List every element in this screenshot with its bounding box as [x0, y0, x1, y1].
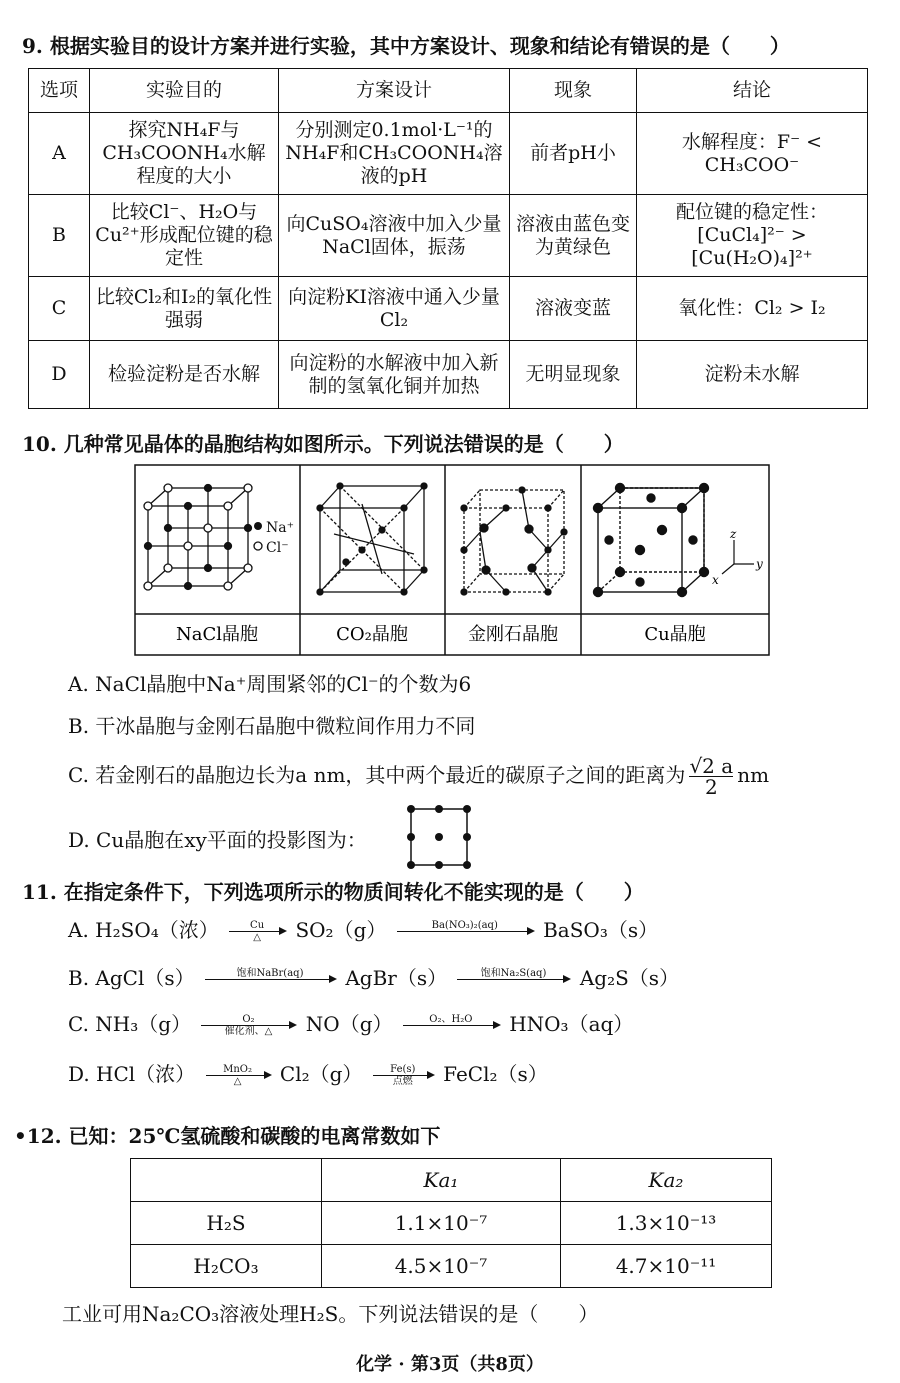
- arrow-condition: [457, 980, 569, 991]
- q12-stem: •12. 已知：25℃氢硫酸和碳酸的电离常数如下: [14, 1124, 441, 1148]
- fraction-denominator: 2: [704, 775, 718, 799]
- cl-legend-label: Cl⁻: [266, 540, 289, 556]
- nacl-cell-icon: [144, 484, 252, 590]
- table-row: [29, 195, 868, 277]
- header-blank: [131, 1159, 322, 1202]
- reactant: C. NH₃（g）: [68, 1012, 192, 1036]
- q12-table: [130, 1158, 772, 1288]
- arrow-icon: [397, 920, 533, 943]
- header-phenomenon: 现象: [510, 69, 637, 113]
- row-phenomenon: 溶液由蓝色变为黄绿色: [510, 195, 637, 277]
- table-row: [131, 1245, 772, 1288]
- projection-icon: [407, 805, 471, 869]
- header-conclusion: 结论: [637, 69, 868, 113]
- arrow-icon: [205, 968, 335, 991]
- acid-name: H₂S: [131, 1202, 322, 1245]
- row-phenomenon: 溶液变蓝: [510, 277, 637, 341]
- arrow-condition: [205, 980, 335, 991]
- row-conclusion: 水解程度：F⁻ < CH₃COO⁻: [637, 113, 868, 195]
- fig-label-diamond: 金刚石晶胞: [468, 624, 558, 645]
- ka1-value: 4.5×10⁻⁷: [322, 1245, 561, 1288]
- arrow-condition: △: [253, 932, 261, 943]
- fraction-numerator: √2 a: [689, 754, 734, 778]
- row-design: 向CuSO₄溶液中加入少量NaCl固体，振荡: [279, 195, 510, 277]
- acid-name: H₂CO₃: [131, 1245, 322, 1288]
- product: BaSO₃（s）: [543, 918, 659, 942]
- table-row: [29, 113, 868, 195]
- row-conclusion: 氧化性：Cl₂ > I₂: [637, 277, 868, 341]
- axis-y-label: y: [756, 557, 763, 571]
- q10-option-c: [68, 756, 769, 797]
- intermediate: NO（g）: [305, 1012, 393, 1036]
- arrow-icon: [403, 1014, 499, 1037]
- q9-stem: 9. 根据实验目的设计方案并进行实验，其中方案设计、现象和结论有错误的是（ ）: [22, 34, 790, 58]
- product: HNO₃（aq）: [509, 1012, 634, 1036]
- arrow-icon: [229, 920, 285, 943]
- arrow-condition: 催化剂、△: [224, 1026, 273, 1037]
- na-legend-icon: [254, 522, 262, 530]
- header-purpose: 实验目的: [90, 69, 279, 113]
- arrow-condition: 饱和NaBr(aq): [236, 968, 304, 979]
- ka2-value: 1.3×10⁻¹³: [561, 1202, 772, 1245]
- header-ka2: Ka₂: [561, 1159, 772, 1202]
- q10-option-a: A. NaCl晶胞中Na⁺周围紧邻的Cl⁻的个数为6: [68, 672, 472, 696]
- ka1-value: 1.1×10⁻⁷: [322, 1202, 561, 1245]
- row-conclusion: 淀粉未水解: [637, 341, 868, 409]
- arrow-icon: [373, 1064, 433, 1087]
- arrow-condition: △: [233, 1076, 242, 1087]
- intermediate: SO₂（g）: [295, 918, 387, 942]
- row-option: A: [29, 113, 90, 195]
- intermediate: AgBr（s）: [345, 966, 448, 990]
- arrow-icon: [457, 968, 569, 991]
- arrow-condition: 饱和Na₂S(aq): [480, 968, 547, 979]
- row-phenomenon: 前者pH小: [510, 113, 637, 195]
- option-c-unit: nm: [737, 763, 770, 787]
- q11-option-b: [68, 962, 679, 991]
- axis-x-label: x: [712, 573, 719, 587]
- fig-label-co2: CO₂晶胞: [336, 624, 408, 645]
- na-legend-label: Na⁺: [266, 520, 294, 536]
- arrow-condition: 点燃: [392, 1076, 413, 1087]
- axes-icon: [722, 540, 754, 574]
- arrow-condition: O₂: [242, 1014, 255, 1025]
- arrow-condition: O₂、H₂O: [429, 1014, 473, 1025]
- arrow-icon: [206, 1064, 270, 1087]
- arrow-condition: Fe(s): [390, 1064, 416, 1075]
- q11-option-a: [68, 914, 658, 943]
- q11-stem: 11. 在指定条件下，下列选项所示的物质间转化不能实现的是（ ）: [22, 880, 644, 904]
- fraction: [689, 756, 733, 797]
- q10-option-d: D. Cu晶胞在xy平面的投影图为：: [68, 828, 367, 852]
- row-purpose: 比较Cl₂和I₂的氧化性强弱: [90, 277, 279, 341]
- crystal-figure: [134, 464, 770, 656]
- co2-cell-icon: [317, 483, 427, 595]
- row-phenomenon: 无明显现象: [510, 341, 637, 409]
- q10-stem: 10. 几种常见晶体的晶胞结构如图所示。下列说法错误的是（ ）: [22, 432, 624, 456]
- ka2-value: 4.7×10⁻¹¹: [561, 1245, 772, 1288]
- row-option: C: [29, 277, 90, 341]
- row-option: D: [29, 341, 90, 409]
- row-purpose: 检验淀粉是否水解: [90, 341, 279, 409]
- arrow-condition: MnO₂: [223, 1064, 252, 1075]
- header-ka1: Ka₁: [322, 1159, 561, 1202]
- cu-cell-icon: [594, 484, 709, 597]
- fig-label-nacl: NaCl晶胞: [175, 624, 259, 645]
- page-footer: 化学 · 第3页（共8页）: [356, 1354, 544, 1375]
- q10-option-b: B. 干冰晶胞与金刚石晶胞中微粒间作用力不同: [68, 714, 476, 738]
- arrow-condition: Cu: [250, 920, 265, 931]
- option-c-text: C. 若金刚石的晶胞边长为a nm，其中两个最近的碳原子之间的距离为: [68, 763, 686, 787]
- axis-z-label: z: [730, 527, 737, 541]
- row-purpose: 比较Cl⁻、H₂O与Cu²⁺形成配位键的稳定性: [90, 195, 279, 277]
- cl-legend-icon: [254, 542, 262, 550]
- reactant: A. H₂SO₄（浓）: [68, 918, 219, 942]
- header-design: 方案设计: [279, 69, 510, 113]
- row-design: 向淀粉的水解液中加入新制的氢氧化铜并加热: [279, 341, 510, 409]
- q11-option-c: [68, 1008, 633, 1037]
- arrow-condition: [397, 932, 533, 943]
- q9-table: [28, 68, 868, 409]
- arrow-icon: [201, 1014, 295, 1037]
- table-row: [29, 341, 868, 409]
- reactant: B. AgCl（s）: [68, 966, 195, 990]
- product: Ag₂S（s）: [579, 966, 680, 990]
- q12-tail: 工业可用Na₂CO₃溶液处理H₂S。下列说法错误的是（ ）: [62, 1302, 599, 1326]
- arrow-condition: [403, 1026, 499, 1037]
- arrow-condition: Ba(NO₃)₂(aq): [431, 920, 498, 931]
- table-row: [29, 277, 868, 341]
- row-purpose: 探究NH₄F与CH₃COONH₄水解程度的大小: [90, 113, 279, 195]
- header-option: 选项: [29, 69, 90, 113]
- row-design: 向淀粉KI溶液中通入少量Cl₂: [279, 277, 510, 341]
- table-row: [131, 1202, 772, 1245]
- q11-option-d: [68, 1058, 548, 1087]
- reactant: D. HCl（浓）: [68, 1062, 196, 1086]
- product: FeCl₂（s）: [443, 1062, 548, 1086]
- diamond-cell-icon: [461, 487, 567, 595]
- fig-label-cu: Cu晶胞: [644, 624, 706, 645]
- row-conclusion: 配位键的稳定性：[CuCl₄]²⁻ > [Cu(H₂O)₄]²⁺: [637, 195, 868, 277]
- row-option: B: [29, 195, 90, 277]
- row-design: 分别测定0.1mol·L⁻¹的NH₄F和CH₃COONH₄溶液的pH: [279, 113, 510, 195]
- intermediate: Cl₂（g）: [279, 1062, 363, 1086]
